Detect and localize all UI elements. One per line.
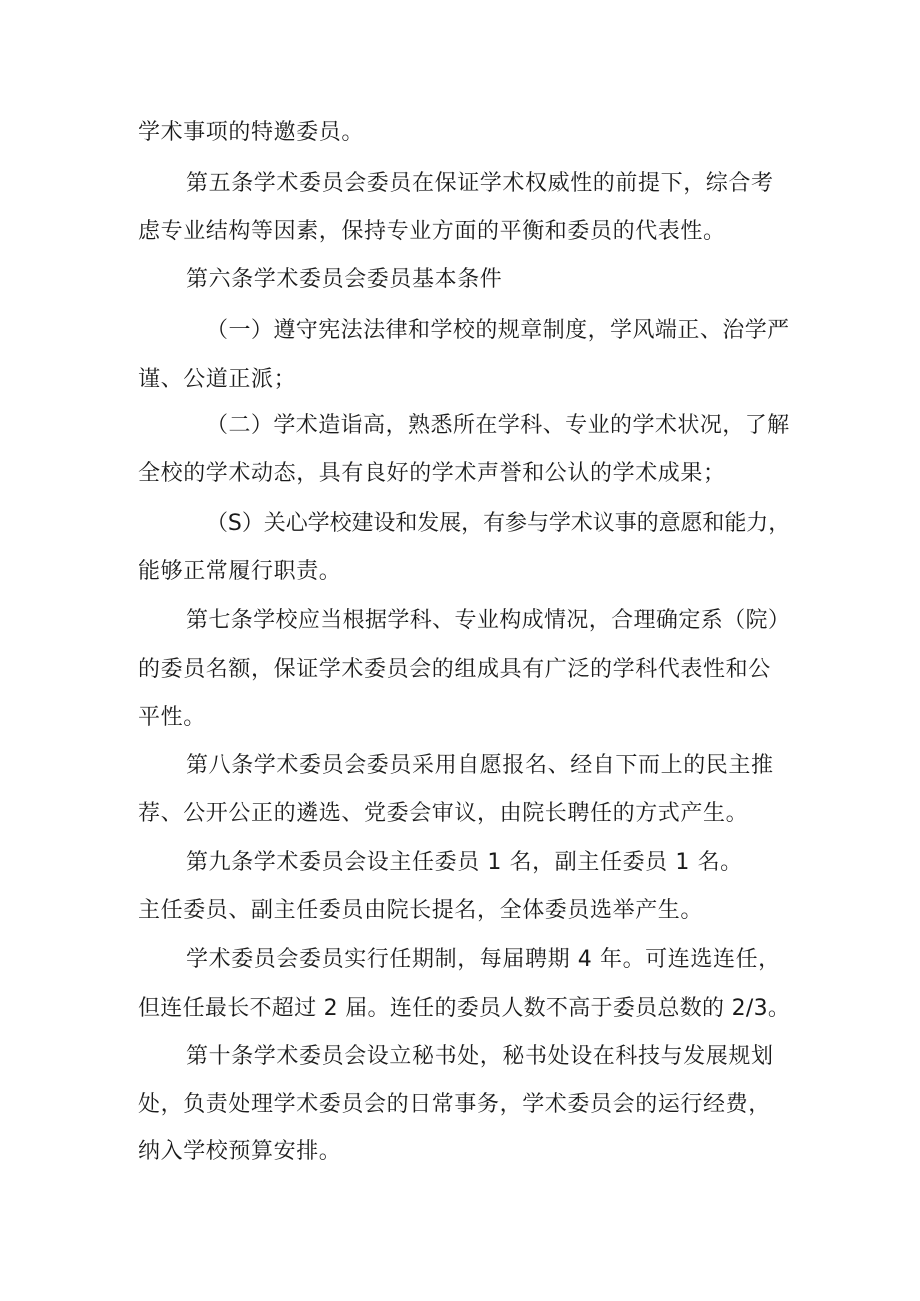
- text-line: 第七条学校应当根据学科、专业构成情况，合理确定系（院）: [186, 608, 791, 633]
- text-line: 第九条学术委员会设主任委员 1 名，副主任委员 1 名。: [186, 850, 743, 875]
- text-line: 的委员名额，保证学术委员会的组成具有广泛的学科代表性和公: [138, 657, 771, 682]
- text-line: （S）关心学校建设和发展，有参与学术议事的意愿和能力，: [206, 511, 791, 536]
- text-line: 平性。: [138, 705, 206, 730]
- text-line: （一）遵守宪法法律和学校的规章制度，学风端正、治学严: [206, 318, 790, 343]
- text-line: 纳入学校预算安排。: [138, 1139, 342, 1164]
- text-line: 但连任最长不超过 2 届。连任的委员人数不高于委员总数的 2/3。: [138, 996, 791, 1021]
- text-line: 能够正常履行职责。: [138, 559, 342, 584]
- text-line: 第五条学术委员会委员在保证学术权威性的前提下，综合考: [186, 171, 774, 196]
- text-line: 全校的学术动态，具有良好的学术声誉和公认的学术成果；: [138, 461, 726, 486]
- text-line: 第六条学术委员会委员基本条件: [186, 267, 503, 292]
- text-line: （二）学术造诣高，熟悉所在学科、专业的学术状况，了解: [206, 413, 790, 438]
- text-line: 学术委员会委员实行任期制，每届聘期 4 年。可连选连任，: [186, 947, 781, 972]
- text-line: 荐、公开公正的遴选、党委会审议，由院长聘任的方式产生。: [138, 801, 749, 826]
- text-line: 谨、公道正派；: [138, 367, 297, 392]
- text-line: 第八条学术委员会委员采用自愿报名、经自下而上的民主推: [186, 753, 774, 778]
- text-line: 主任委员、副主任委员由院长提名，全体委员选举产生。: [138, 898, 704, 923]
- text-line: 第十条学术委员会设立秘书处，秘书处设在科技与发展规划: [186, 1044, 774, 1069]
- text-line: 处，负责处理学术委员会的日常事务，学术委员会的运行经费，: [138, 1092, 771, 1117]
- text-line: 学术事项的特邀委员。: [138, 120, 365, 145]
- text-line: 虑专业结构等因素，保持专业方面的平衡和委员的代表性。: [138, 219, 726, 244]
